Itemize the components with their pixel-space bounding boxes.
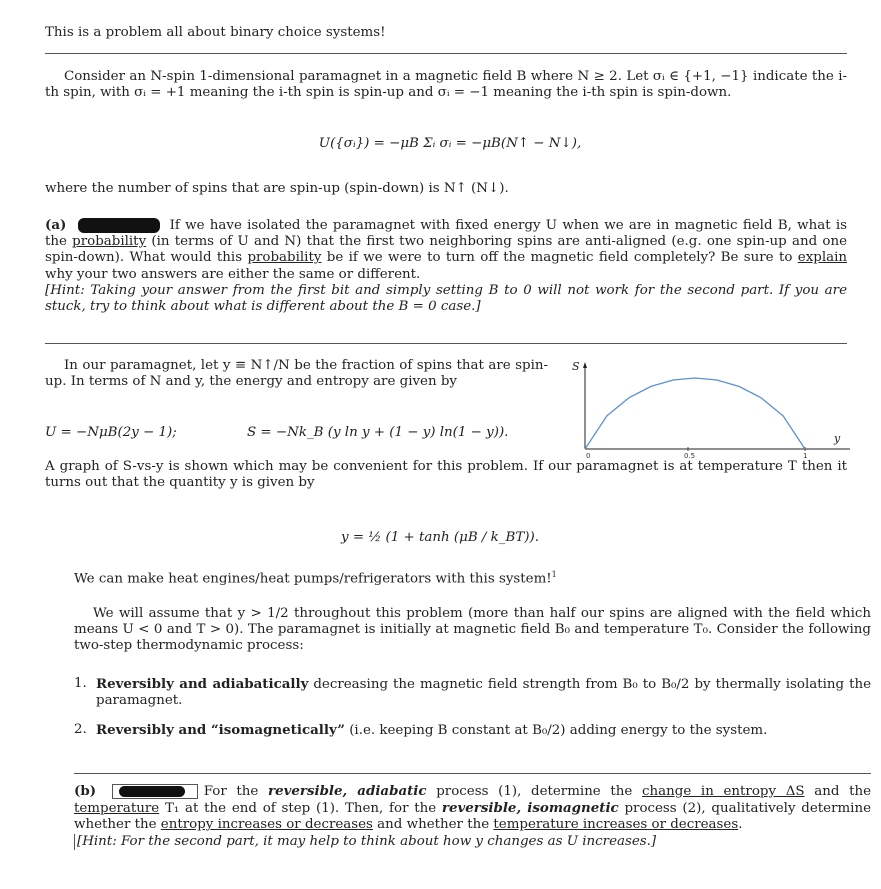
graph-ylabel: S [572,360,580,373]
y-tanh-equation: y = ½ (1 + tanh (μB / k_BT)). [341,530,539,545]
divider [45,343,847,344]
entropy-graph [566,356,856,468]
graph-description: A graph of S-vs-y is shown which may be convenient for this problem. If our paramagnet is at temperature T then it turns out that the quantity y is given by [45,459,847,491]
redaction-box [112,784,198,799]
part-b-block: (b) For the reversible, adiabatic process (1), determine the change in entropy ΔS and the temperature T₁ at the end of step (1). Then, for the reversible, isomagnetic process (2), qualitatively determine whether the entropy increases or decreases and whether the temperature increases or decreases. [Hint: For the second part, it may help to think about how y changes as U increases.] [74,783,871,849]
probability-link-1: probability [72,234,147,250]
process-step-2: 2. Reversibly and “isomagnetically” (i.e. keeping B constant at B₀/2) adding energy to the system. [74,722,768,738]
redaction-mark [119,786,185,797]
graph-xlabel: y [834,432,841,445]
footnote-mark: 1 [551,570,557,579]
explain-link: explain [797,250,848,266]
heat-engines-line: We can make heat engines/heat pumps/refrigerators with this system!$^1$ [74,570,557,587]
part-b-label: (b) [74,783,97,799]
part-a-label: (a) [45,217,67,233]
intro-line: This is a problem all about binary choice systems! [45,25,386,40]
process-paragraph: We will assume that y > 1/2 throughout this problem (more than half our spins are aligned with the field which means U < 0 and T > 0). The paramagnet is initially at magnetic field B₀ and temperature T₀. Consider the following two-step thermodynamic process: [74,606,871,654]
tick-label-1: 1 [803,452,808,460]
tick-label-05: 0.5 [684,452,696,460]
fraction-definition: In our paramagnet, let y ≡ N↑/N be the fraction of spins that are spin-up. In terms of N and y, the energy and entropy are given by [45,358,548,390]
temperature-change-link: temperature increases or decreases [493,817,739,833]
divider [74,773,871,774]
y-axis-arrow [583,362,587,368]
part-a-hint: [Hint: Taking your answer from the first bit and simply setting B to 0 will not work for the second part. If you are stuck, try to think about what is different about the B = 0 case.] [45,282,847,315]
redaction-mark [78,218,160,233]
setup-paragraph: Consider an N-spin 1-dimensional paramagnet in a magnetic field B where N ≥ 2. Let σᵢ ∈ {+1, −1} indicate the i-th spin, with σᵢ = +1 meaning the i-th spin is spin-up and σᵢ = −1 meaning the i-th spin is spin-down. [45,69,847,101]
energy-formula: U = −NμB(2y − 1); [45,425,177,440]
entropy-curve [585,378,805,449]
entropy-formula: S = −Nk_B (y ln y + (1 − y) ln(1 − y)). [247,425,509,440]
part-a-block: (a) If we have isolated the paramagnet with fixed energy U when we are in magnetic field B, what is the probability (in terms of U and N) that the first two neighboring spins are anti-aligned (e.g. one spin-up and one spin-down). What would this probability be if we were to turn off the magnetic field completely? Be sure to explain why your two answers are either the same or different. [Hint: Taking your answer from the first bit and simply setting B to 0 will not work for the second part. If you are stuck, try to think about what is different about the B = 0 case.] [45,217,848,315]
probability-link-2: probability [247,250,322,266]
tick-label-0: 0 [586,452,591,460]
change-in-entropy-link: change in entropy ΔS [642,784,805,799]
part-b-hint: [Hint: For the second part, it may help to think about how y changes as U increases.] [74,834,871,850]
spin-count-sentence: where the number of spins that are spin-up (spin-down) is N↑ (N↓). [45,181,509,196]
temperature-link: temperature [74,801,160,817]
entropy-change-link: entropy increases or decreases [160,817,373,833]
energy-equation: U({σᵢ}) = −μB Σᵢ σᵢ = −μB(N↑ − N↓), [318,136,582,151]
divider [45,53,847,54]
process-step-1: 1. Reversibly and adiabatically decreasing the magnetic field strength from B₀ to B₀/2 by thermally isolating the paramagnet. [74,676,872,709]
